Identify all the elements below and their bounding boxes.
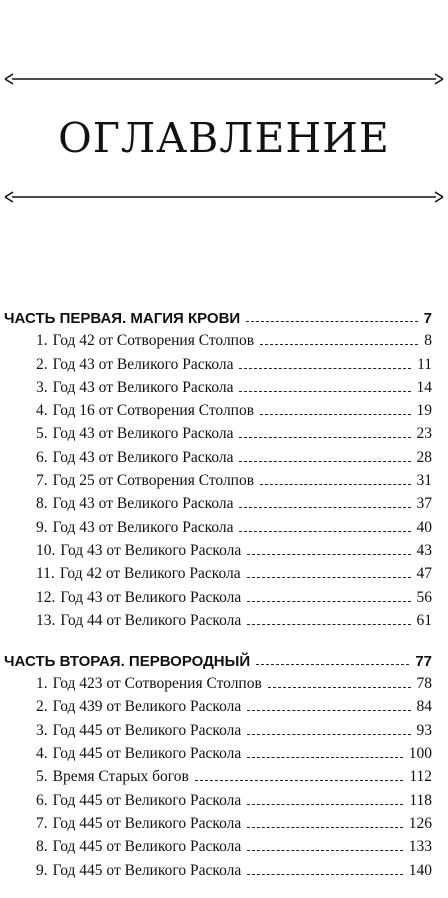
chapter-title: Год 25 от Сотворения Столпов [52,472,255,490]
chapter-number: 3. [36,378,48,396]
chapter-title: Год 43 от Великого Раскола [60,588,242,606]
chapter-number: 2. [36,355,48,373]
chapter-number: 7. [36,472,48,490]
chapter-number: 6. [36,448,48,466]
chapter-title: Год 445 от Великого Раскола [52,721,242,739]
dot-leader [239,461,410,462]
chapter-number: 10. [36,541,56,559]
chapter-page-number: 40 [416,518,432,536]
chapter-page-number: 93 [416,721,432,739]
chapter-title: Год 423 от Сотворения Столпов [52,675,262,693]
dot-leader [239,531,410,532]
dot-leader [239,391,410,392]
toc-chapter-entry[interactable] [0,856,448,879]
chapter-title: Год 43 от Великого Раскола [52,378,234,396]
toc-chapter-entry[interactable] [0,443,448,466]
dot-leader [247,874,403,875]
chapter-page-number: 11 [417,355,432,373]
chapter-page-number: 14 [416,378,432,396]
toc-chapter-entry[interactable] [0,513,448,536]
chapter-title: Год 43 от Великого Раскола [52,425,234,443]
decorative-rule-top [4,72,444,86]
chapter-number: 1. [36,675,48,693]
toc-chapter-entry[interactable] [0,583,448,606]
chapter-title: Год 44 от Великого Раскола [60,611,242,629]
chapter-title: Год 445 от Великого Раскола [52,838,242,856]
toc-chapter-entry[interactable] [0,467,448,490]
chapter-page-number: 37 [416,495,432,513]
chapter-title: Год 445 от Великого Раскола [52,814,242,832]
dot-leader [247,757,403,758]
toc-chapter-entry[interactable] [0,833,448,856]
chapter-number: 2. [36,698,48,716]
chapter-title: Год 43 от Великого Раскола [60,541,242,559]
chapter-page-number: 84 [416,698,432,716]
chapter-number: 4. [36,745,48,763]
dot-leader [256,664,409,665]
chapter-page-number: 8 [424,332,432,350]
chapter-number: 9. [36,861,48,879]
chapter-title: Год 42 от Сотворения Столпов [52,332,255,350]
toc-chapter-entry[interactable] [0,670,448,693]
chapter-page-number: 126 [408,814,432,832]
chapter-number: 1. [36,332,48,350]
toc-chapter-entry[interactable] [0,607,448,630]
chapter-title: Год 439 от Великого Раскола [52,698,242,716]
chapter-page-number: 47 [416,565,432,583]
chapter-number: 8. [36,838,48,856]
toc-chapter-entry[interactable] [0,537,448,560]
chapter-page-number: 78 [416,675,432,693]
chapter-page-number: 140 [408,861,432,879]
toc-chapter-entry[interactable] [0,490,448,513]
chapter-number: 5. [36,425,48,443]
chapter-title: Год 42 от Великого Раскола [59,565,241,583]
chapter-page-number: 31 [416,472,432,490]
toc-chapter-entry[interactable] [0,810,448,833]
chapter-number: 4. [36,402,48,420]
dot-leader [247,804,403,805]
dot-leader [268,687,411,688]
dot-leader [247,554,410,555]
chapter-title: Год 445 от Великого Раскола [52,745,242,763]
chapter-page-number: 43 [416,541,432,559]
dot-leader [239,368,411,369]
dot-leader [247,734,410,735]
arrow-rule-icon [4,72,444,86]
chapter-title: Год 43 от Великого Раскола [52,518,234,536]
chapter-number: 12. [36,588,56,606]
page-title: ОГЛАВЛЕНИЕ [58,114,390,162]
toc-part-heading[interactable] [0,301,448,327]
arrow-rule-icon [4,190,444,204]
part-title: ЧАСТЬ ПЕРВАЯ. МАГИЯ КРОВИ [4,310,241,327]
chapter-title: Время Старых богов [52,768,189,786]
chapter-page-number: 28 [416,448,432,466]
part-page-number: 77 [415,652,432,670]
dot-leader [239,507,410,508]
toc-chapter-entry[interactable] [0,560,448,583]
toc-chapter-entry[interactable] [0,693,448,716]
toc-chapter-entry[interactable] [0,420,448,443]
chapter-number: 13. [36,611,56,629]
chapter-page-number: 112 [409,768,432,786]
chapter-title: Год 43 от Великого Раскола [52,448,234,466]
chapter-page-number: 19 [416,402,432,420]
part-title: ЧАСТЬ ВТОРАЯ. ПЕРВОРОДНЫЙ [4,652,251,670]
toc-chapter-entry[interactable] [0,397,448,420]
chapter-page-number: 23 [416,425,432,443]
chapter-page-number: 133 [408,838,432,856]
chapter-title: Год 43 от Великого Раскола [52,495,234,513]
toc-chapter-entry[interactable] [0,374,448,397]
chapter-page-number: 118 [409,791,432,809]
toc-chapter-entry[interactable] [0,350,448,373]
chapter-number: 8. [36,495,48,513]
chapter-number: 3. [36,721,48,739]
dot-leader [239,437,410,438]
chapter-page-number: 100 [408,745,432,763]
chapter-page-number: 61 [416,611,432,629]
chapter-title: Год 445 от Великого Раскола [52,791,242,809]
dot-leader [260,414,410,415]
dot-leader [247,624,410,625]
toc-chapter-entry[interactable] [0,716,448,739]
dot-leader [247,601,410,602]
toc-chapter-entry[interactable] [0,786,448,809]
dot-leader [247,577,411,578]
chapter-title: Год 16 от Сотворения Столпов [52,402,255,420]
table-of-contents [0,301,448,880]
dot-leader [246,321,417,322]
toc-chapter-entry[interactable] [0,763,448,786]
chapter-number: 11. [36,565,55,583]
part-spacer [0,630,448,644]
toc-part-heading[interactable] [0,644,448,670]
dot-leader [260,484,410,485]
dot-leader [260,344,418,345]
chapter-number: 7. [36,814,48,832]
dot-leader [247,827,403,828]
chapter-title: Год 445 от Великого Раскола [52,861,242,879]
chapter-page-number: 56 [416,588,432,606]
decorative-rule-bottom [4,190,444,204]
chapter-number: 6. [36,791,48,809]
dot-leader [195,780,403,781]
dot-leader [247,850,403,851]
chapter-title: Год 43 от Великого Раскола [52,355,234,373]
dot-leader [247,710,410,711]
chapter-number: 5. [36,768,48,786]
part-page-number: 7 [423,310,432,327]
chapter-number: 9. [36,518,48,536]
toc-chapter-entry[interactable] [0,327,448,350]
toc-chapter-entry[interactable] [0,740,448,763]
